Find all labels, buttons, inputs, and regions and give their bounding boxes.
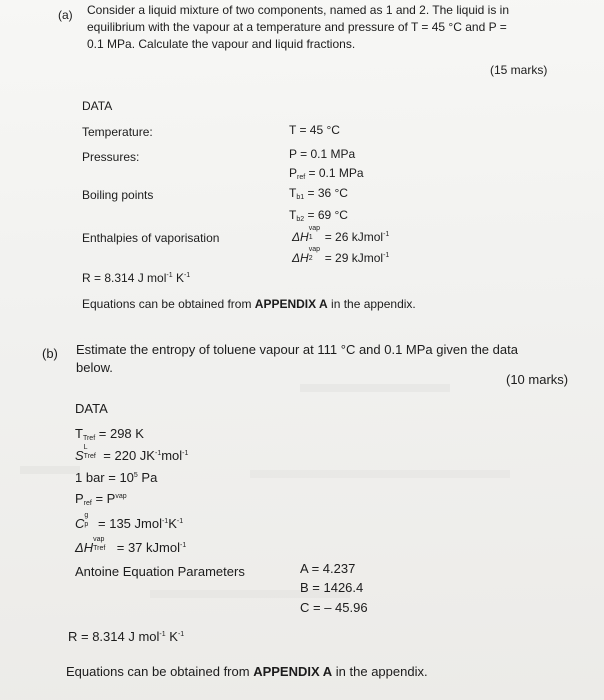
dh1-value: ΔH vap 1 = 26 kJmol$^{-1}$	[292, 225, 390, 244]
heat-capacity-value: C g p = 135 $Jmol^{-1}K^{-1}$	[75, 512, 184, 531]
boiling-points-label: Boiling points	[82, 188, 154, 202]
gas-constant-b: R = 8.314 J mol$^{-1}$ $K^{-1}$	[68, 629, 185, 644]
pressures-label: Pressures:	[82, 150, 140, 164]
part-b-data-heading: DATA	[75, 401, 108, 416]
tb1-value: $T_{b1} = 36$ °C	[289, 186, 348, 201]
antoine-a: A = 4.237	[300, 561, 356, 576]
equations-note-b: Equations can be obtained from APPENDIX A in the appendix.	[66, 664, 428, 679]
tb2-value: $T_{b2} = 69$ °C	[289, 208, 348, 223]
pressure-value: P = 0.1 MPa	[289, 147, 356, 161]
part-a-label: (a)	[58, 8, 73, 22]
antoine-c: C = – 45.96	[300, 600, 368, 615]
part-b-label: (b)	[42, 346, 58, 361]
part-b-marks: (10 marks)	[506, 372, 569, 387]
part-a-question-line-1: Consider a liquid mixture of two components, named as 1 and 2. The liquid is in	[87, 3, 510, 17]
pref-value-a: $P_{ref} = 0.1$ MPa	[289, 166, 364, 181]
vaporisation-enthalpy-value: ΔH vap Tref = 37 kJmol$^{-1}$	[75, 536, 187, 555]
part-a-question-line-3: 0.1 MPa. Calculate the vapour and liquid fractions.	[87, 37, 356, 51]
bar-conversion: 1 bar = $10^5$ Pa	[75, 470, 158, 485]
show-through-mark	[300, 384, 450, 392]
show-through-mark	[20, 466, 80, 474]
antoine-b: B = 1426.4	[300, 580, 364, 595]
part-a-question-line-2: equilibrium with the vapour at a temperature and pressure of T = 45 °C and P =	[87, 20, 507, 34]
tref-value: $T_{Tref} = 298$ K	[75, 426, 144, 442]
temperature-value: T = 45 °C	[289, 123, 340, 137]
temperature-label: Temperature:	[82, 125, 153, 139]
part-b-question-line-2: below.	[76, 360, 113, 375]
antoine-label: Antoine Equation Parameters	[75, 564, 245, 579]
part-a-data-heading: DATA	[82, 99, 113, 113]
show-through-mark	[250, 470, 510, 478]
pref-value-b: $P_{ref} = P^{vap}$	[75, 491, 127, 507]
equations-note-a: Equations can be obtained from APPENDIX A in the appendix.	[82, 297, 416, 311]
enthalpies-label: Enthalpies of vaporisation	[82, 231, 220, 245]
dh2-value: ΔH vap 2 = 29 kJmol$^{-1}$	[292, 246, 390, 265]
liquid-entropy-value: S L Tref = 220 $JK^{-1}mol^{-1}$	[75, 444, 189, 463]
part-b-question-line-1: Estimate the entropy of toluene vapour at 111 °C and 0.1 MPa given the data	[76, 342, 518, 357]
part-a-marks: (15 marks)	[490, 63, 548, 77]
gas-constant-a: R = 8.314 J mol$^{-1}$ $K^{-1}$	[82, 271, 191, 285]
